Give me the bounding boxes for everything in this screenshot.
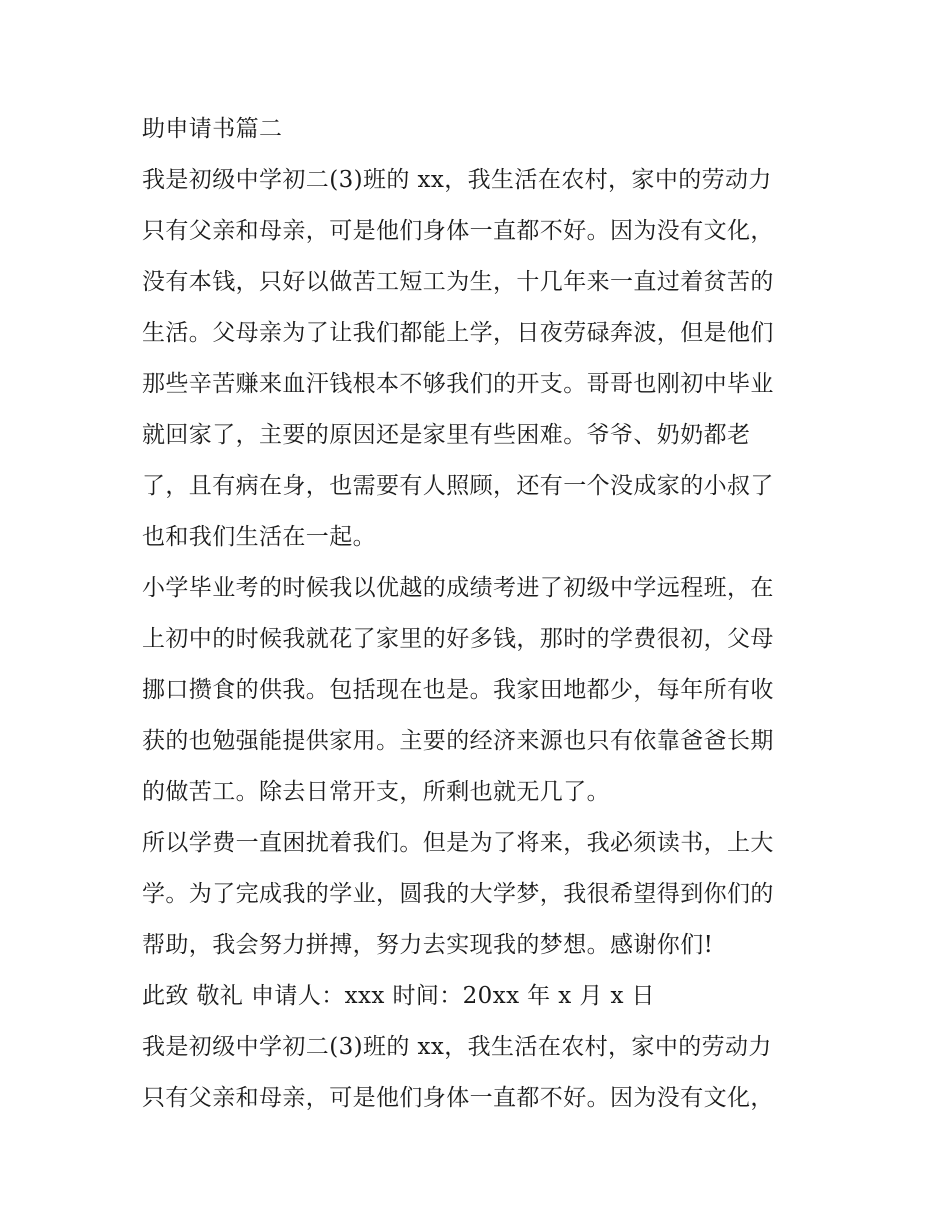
text-line: 那些辛苦赚来血汗钱根本不够我们的开支。哥哥也刚初中毕业: [142, 371, 774, 397]
heading-line: 助申请书篇二: [142, 116, 283, 142]
text-line: 也和我们生活在一起。: [142, 524, 376, 550]
signature-line: 此致 敬礼 申请人：xxx 时间：20xx 年 x 月 x 日: [142, 983, 655, 1009]
text-line: 获的也勉强能提供家用。主要的经济来源也只有依靠爸爸长期: [142, 728, 774, 754]
text-line: 上初中的时候我就花了家里的好多钱，那时的学费很初，父母: [142, 626, 774, 652]
text-line: 帮助，我会努力拼搏，努力去实现我的梦想。感谢你们!: [142, 932, 714, 958]
text-line: 我是初级中学初二(3)班的 xx，我生活在农村，家中的劳动力: [142, 167, 772, 193]
text-line: 挪口攒食的供我。包括现在也是。我家田地都少，每年所有收: [142, 677, 774, 703]
text-line: 学。为了完成我的学业，圆我的大学梦，我很希望得到你们的: [142, 881, 774, 907]
text-line: 所以学费一直困扰着我们。但是为了将来，我必须读书，上大: [142, 830, 774, 856]
text-line: 就回家了，主要的原因还是家里有些困难。爷爷、奶奶都老: [142, 422, 751, 448]
text-line: 只有父亲和母亲，可是他们身体一直都不好。因为没有文化，: [142, 1085, 774, 1111]
text-line: 没有本钱，只好以做苦工短工为生，十几年来一直过着贫苦的: [142, 269, 774, 295]
text-line: 的做苦工。除去日常开支，所剩也就无几了。: [142, 779, 610, 805]
text-line: 了，且有病在身，也需要有人照顾，还有一个没成家的小叔了: [142, 473, 774, 499]
text-line: 只有父亲和母亲，可是他们身体一直都不好。因为没有文化，: [142, 218, 774, 244]
text-line: 我是初级中学初二(3)班的 xx，我生活在农村，家中的劳动力: [142, 1034, 772, 1060]
text-line: 小学毕业考的时候我以优越的成绩考进了初级中学远程班，在: [142, 575, 774, 601]
text-line: 生活。父母亲为了让我们都能上学，日夜劳碌奔波，但是他们: [142, 320, 774, 346]
